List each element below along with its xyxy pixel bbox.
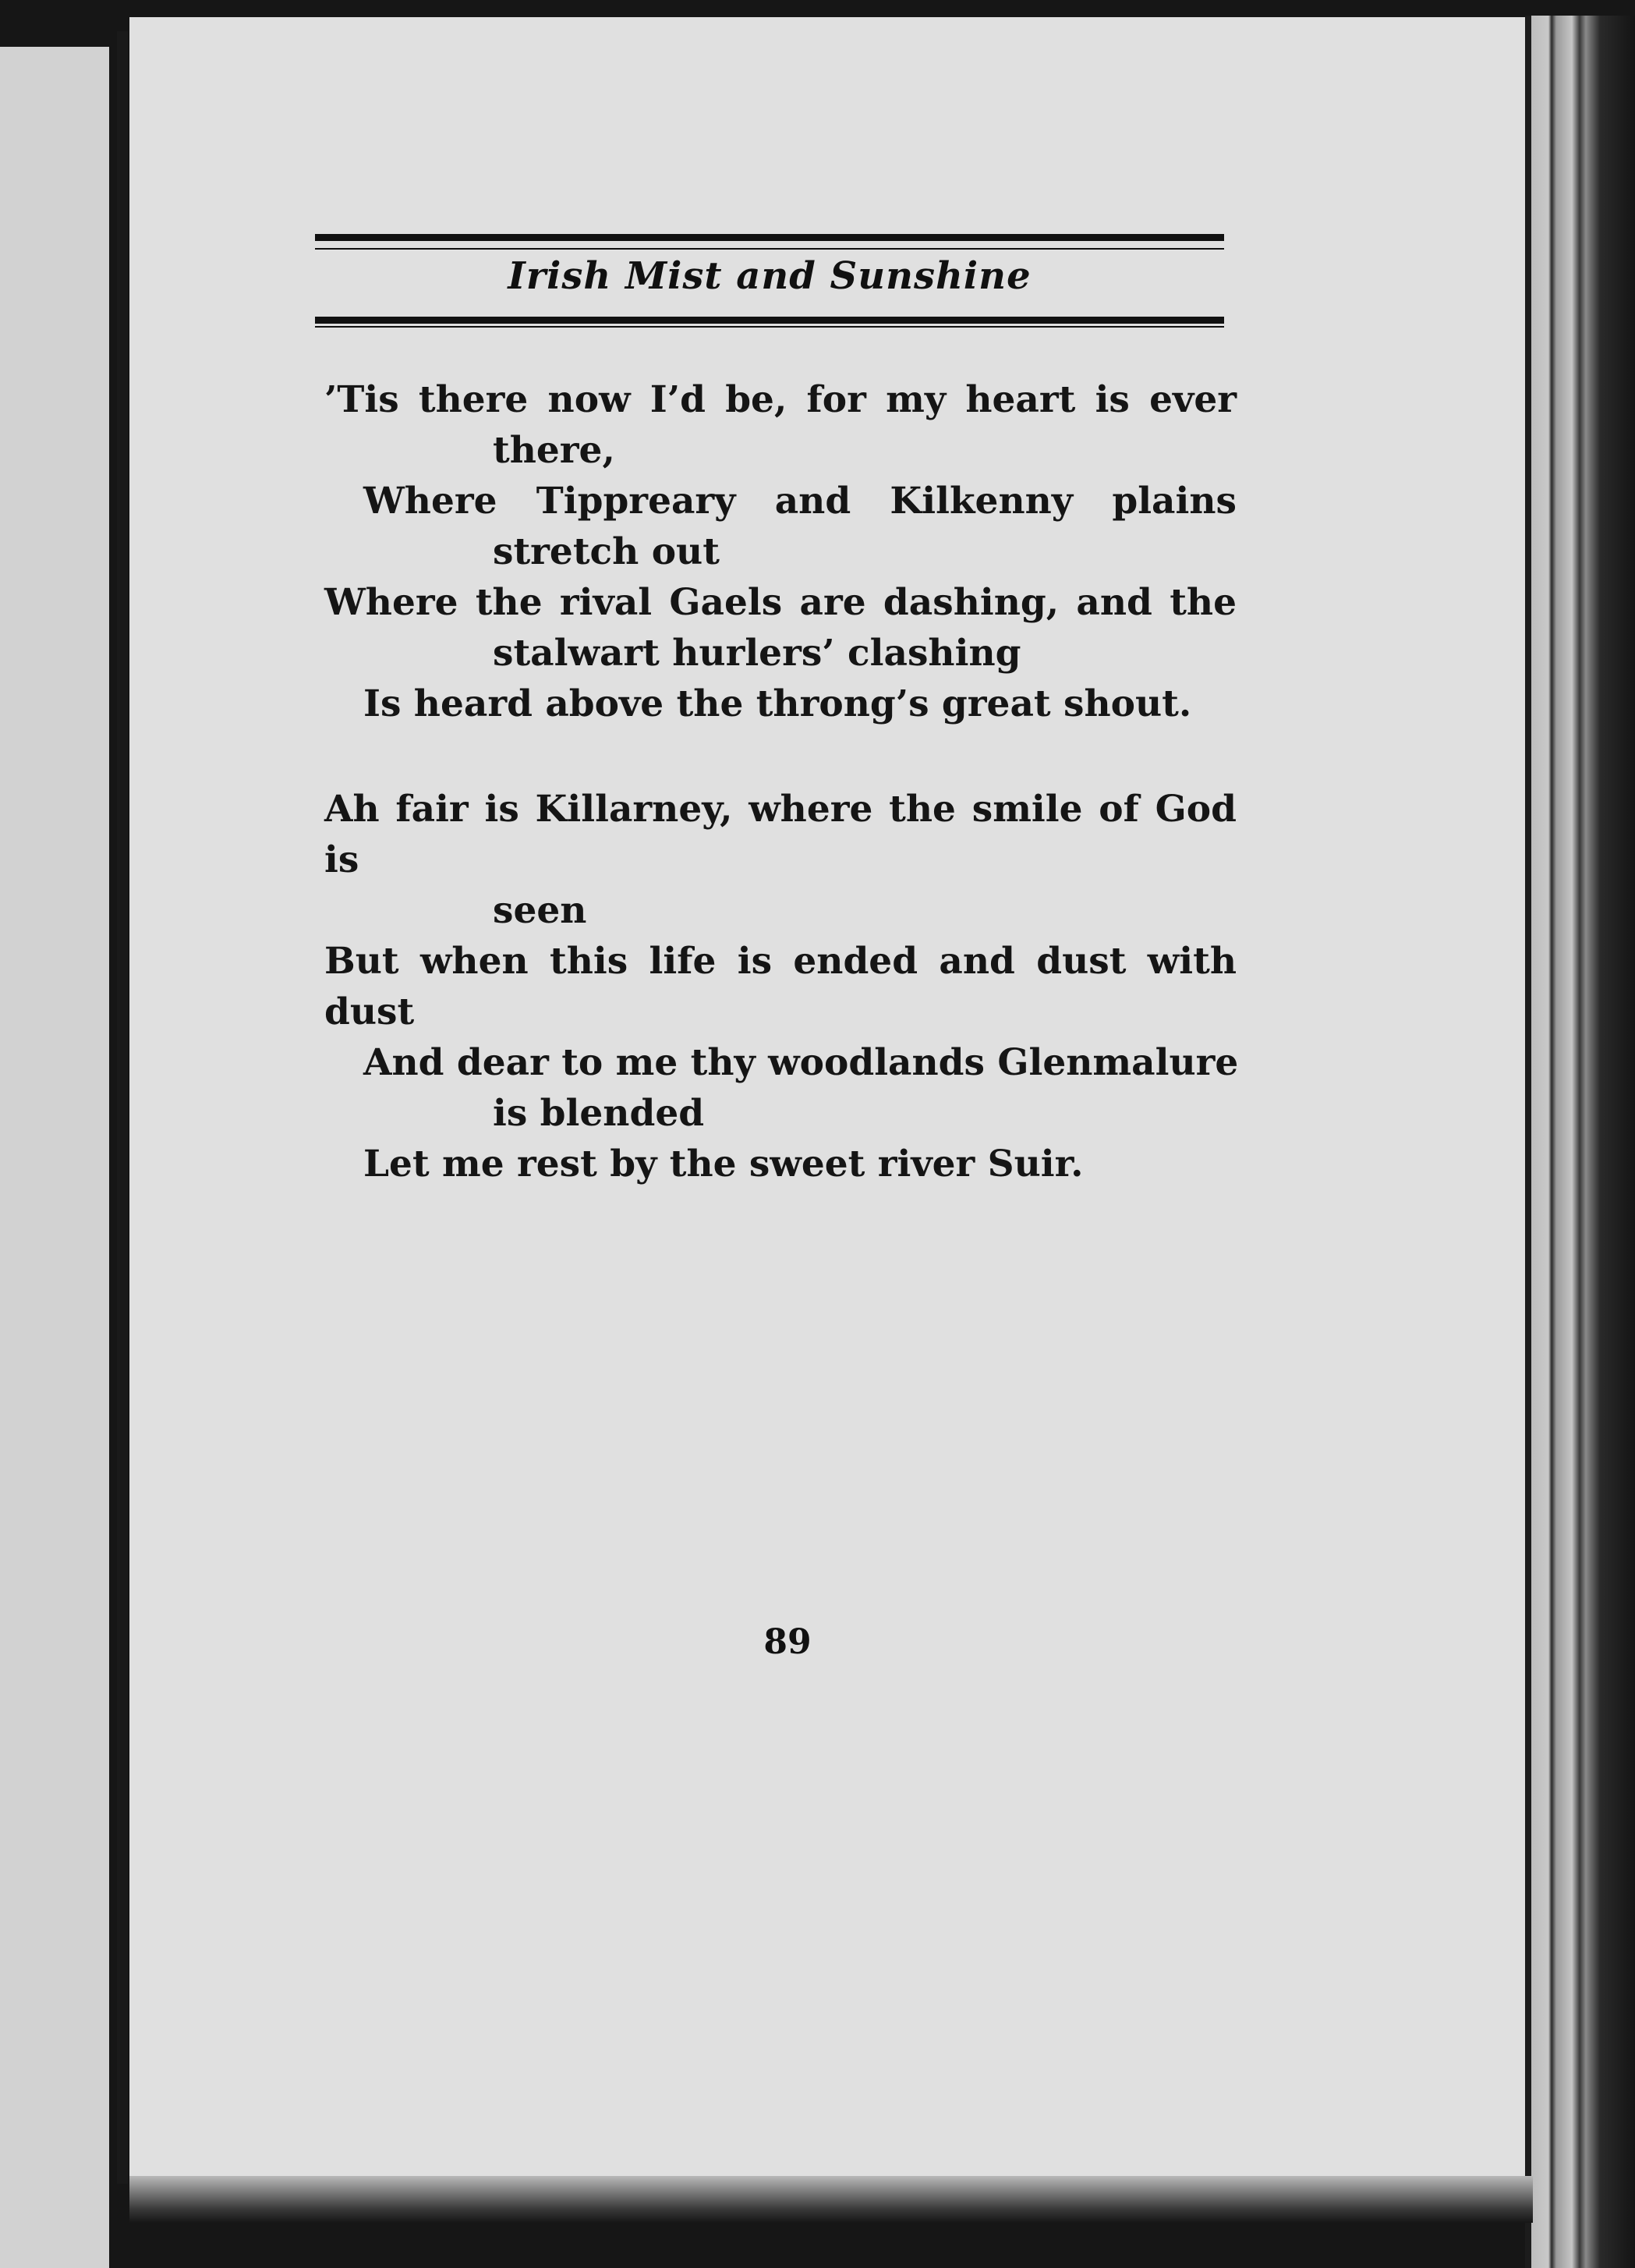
header-rule-bottom-thin	[315, 326, 1224, 328]
poem-line: Is heard above the throng’s great shout.	[363, 682, 1192, 725]
poem-line: And dear to me thy woodlands Glenmalure	[363, 1041, 1239, 1084]
header-rule-bottom	[315, 317, 1224, 324]
page-edges-right	[1525, 16, 1635, 2268]
running-head: Irish Mist and Sunshine	[508, 254, 1032, 298]
poem-line: Ah fair is Killarney, where the smile of God is	[324, 788, 1237, 881]
poem-line: Where the rival Gaels are dashing, and the	[324, 581, 1237, 624]
poem-line: seen	[493, 889, 587, 932]
facing-page-edge	[0, 47, 109, 2268]
poem-line: stalwart hurlers’ clashing	[493, 632, 1021, 675]
header-rule-top-thin	[315, 248, 1224, 250]
page-edge-bottom	[129, 2176, 1533, 2223]
poem-line: stretch out	[493, 530, 720, 573]
stanza	[324, 784, 1237, 1189]
poem-line: there,	[493, 429, 615, 472]
poem-line: is blended	[493, 1092, 705, 1135]
stanza-break	[324, 729, 1237, 784]
stanza	[324, 374, 1237, 729]
page-number: 89	[763, 1622, 812, 1662]
poem-line: Where Tippreary and Kilkenny plains	[363, 480, 1237, 523]
book-spine	[117, 31, 128, 2184]
poem-line: Let me rest by the sweet river Suir.	[363, 1143, 1084, 1185]
header-rule-top	[315, 234, 1224, 241]
poem-text	[324, 374, 1237, 1189]
poem-line: ’Tis there now I’d be, for my heart is ever	[324, 378, 1237, 421]
poem-line: But when this life is ended and dust with dust	[324, 940, 1237, 1033]
